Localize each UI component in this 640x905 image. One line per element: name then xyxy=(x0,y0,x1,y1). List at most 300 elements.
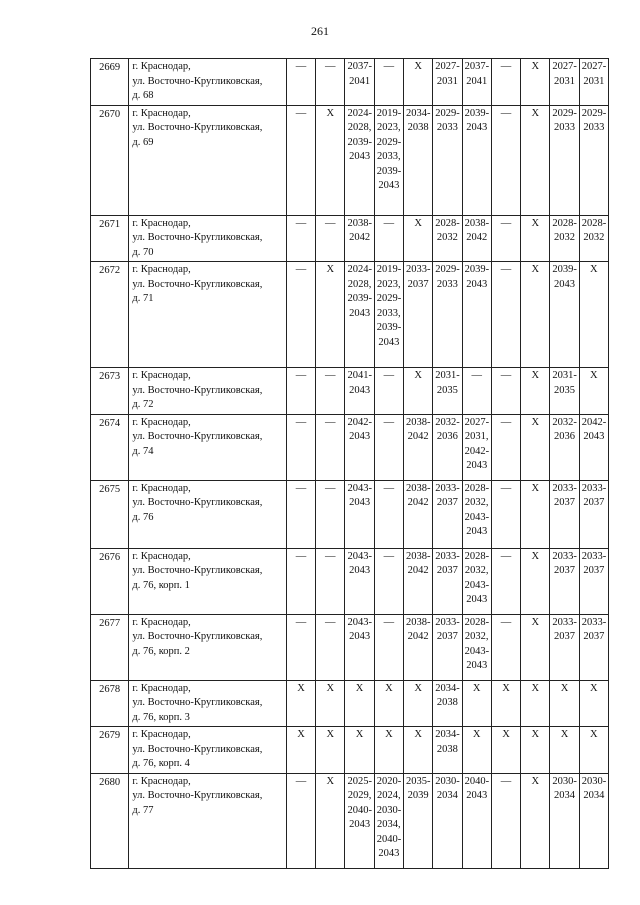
row-number: 2676 xyxy=(91,548,129,614)
work-period-cell xyxy=(521,480,550,548)
address-line: д. 76, корп. 4 xyxy=(132,758,190,769)
work-period-cell xyxy=(345,262,374,368)
work-period-cell xyxy=(404,105,433,215)
period-text: — xyxy=(295,264,307,275)
period-text: 2037 xyxy=(554,631,576,642)
period-text: 2034, xyxy=(377,819,401,830)
period-text: X xyxy=(531,616,540,628)
period-text: X xyxy=(385,729,393,740)
work-period-cell xyxy=(404,548,433,614)
address-line: ул. Восточно-Кругликовская, xyxy=(132,697,263,708)
period-text: 2043 xyxy=(378,336,400,348)
work-period-cell xyxy=(550,414,579,480)
period-text: — xyxy=(325,482,336,494)
period-text: 2024- xyxy=(347,264,372,275)
period-text: 2027- xyxy=(581,61,607,72)
work-period-cell xyxy=(345,614,374,680)
work-period-cell xyxy=(462,215,491,262)
period-text: 2043 xyxy=(466,460,488,471)
period-text: — xyxy=(383,217,395,229)
work-period-cell xyxy=(521,614,550,680)
row-number: 2680 xyxy=(91,773,129,868)
work-period-cell xyxy=(521,680,550,727)
period-text: 2028- xyxy=(464,550,490,562)
work-period-cell xyxy=(433,727,462,774)
period-text: 2043 xyxy=(466,594,488,605)
period-text: 2028- xyxy=(464,482,490,494)
period-text: 2030- xyxy=(552,775,577,787)
work-period-cell xyxy=(550,215,579,262)
work-period-cell xyxy=(550,773,579,868)
address-line: г. Краснодар, xyxy=(132,217,191,229)
work-period-cell xyxy=(550,680,579,727)
period-text: 2038- xyxy=(347,217,372,229)
work-period-cell xyxy=(286,548,315,614)
period-text: 2043- xyxy=(464,579,490,591)
period-text: X xyxy=(531,61,540,72)
address-line: г. Краснодар, xyxy=(132,775,191,787)
address-line: д. 72 xyxy=(132,399,154,410)
table-row xyxy=(91,105,609,215)
table-row xyxy=(91,59,609,106)
work-period-cell xyxy=(316,480,345,548)
table-row xyxy=(91,414,609,480)
work-period-cell xyxy=(550,368,579,415)
period-text: X xyxy=(472,729,481,740)
period-text: — xyxy=(295,217,307,229)
period-text: 2043- xyxy=(464,511,490,523)
period-text: 2042 xyxy=(466,232,488,243)
work-period-cell xyxy=(374,548,403,614)
period-text: 2019- xyxy=(376,264,402,275)
work-period-cell xyxy=(521,548,550,614)
work-period-cell xyxy=(404,614,433,680)
work-period-cell xyxy=(316,614,345,680)
period-text: 2037- xyxy=(347,61,372,72)
work-period-cell xyxy=(316,727,345,774)
work-period-cell xyxy=(579,680,608,727)
period-text: 2028, xyxy=(347,278,372,290)
work-period-cell xyxy=(579,480,608,548)
work-period-cell xyxy=(345,548,374,614)
period-text: 2032 xyxy=(436,232,458,243)
table-row xyxy=(91,262,609,368)
period-text: 2032, xyxy=(464,497,489,508)
work-period-cell xyxy=(316,368,345,415)
work-period-cell xyxy=(345,680,374,727)
period-text: X xyxy=(531,729,540,740)
work-period-cell xyxy=(286,414,315,480)
period-text: 2031- xyxy=(552,370,577,381)
work-period-cell xyxy=(491,680,520,727)
period-text: 2033- xyxy=(552,482,577,494)
work-period-cell xyxy=(374,105,403,215)
work-period-cell xyxy=(404,414,433,480)
page-number: 261 xyxy=(311,24,329,38)
table-row xyxy=(91,773,609,868)
period-text: X xyxy=(531,217,540,229)
period-text: 2027- xyxy=(435,61,460,72)
period-text: — xyxy=(500,416,512,428)
period-text: — xyxy=(500,775,512,787)
address-line: д. 76, корп. 1 xyxy=(132,579,190,591)
schedule-body xyxy=(91,59,609,869)
period-text: 2037 xyxy=(407,278,429,290)
period-text: — xyxy=(325,217,336,229)
address-cell xyxy=(129,680,287,727)
period-text: 2043- xyxy=(464,645,490,657)
period-text: X xyxy=(414,217,422,229)
period-text: 2043 xyxy=(378,180,400,191)
period-text: 2040- xyxy=(464,775,490,787)
period-text: 2042- xyxy=(581,416,607,428)
period-text: 2034- xyxy=(435,729,460,740)
period-text: X xyxy=(531,264,540,275)
row-number: 2677 xyxy=(91,614,129,680)
period-text: 2028- xyxy=(581,217,607,229)
period-text: 2032- xyxy=(435,416,460,428)
work-period-cell xyxy=(550,548,579,614)
period-text: 2035 xyxy=(554,384,576,396)
period-text: 2035 xyxy=(436,384,458,396)
period-text: 2027- xyxy=(464,416,490,428)
period-text: — xyxy=(500,107,512,119)
period-text: X xyxy=(414,682,422,694)
work-period-cell xyxy=(462,548,491,614)
period-text: 2033- xyxy=(435,616,460,628)
period-text: X xyxy=(590,370,598,381)
period-text: 2033, xyxy=(377,307,401,319)
work-period-cell xyxy=(433,262,462,368)
work-period-cell xyxy=(404,368,433,415)
period-text: — xyxy=(325,416,336,428)
address-cell xyxy=(129,548,287,614)
period-text: 2032- xyxy=(552,416,577,428)
period-text: 2042 xyxy=(407,565,429,576)
period-text: 2038- xyxy=(406,416,431,428)
work-period-cell xyxy=(491,773,520,868)
period-text: 2030- xyxy=(581,775,607,787)
period-text: 2043 xyxy=(466,278,488,290)
period-text: 2031 xyxy=(583,75,605,87)
work-period-cell xyxy=(462,680,491,727)
period-text: — xyxy=(383,482,395,494)
period-text: X xyxy=(531,775,540,787)
period-text: 2032, xyxy=(464,565,489,576)
work-period-cell xyxy=(550,262,579,368)
work-period-cell xyxy=(462,614,491,680)
work-period-cell xyxy=(286,680,315,727)
work-period-cell xyxy=(433,414,462,480)
period-text: — xyxy=(325,61,336,72)
work-period-cell xyxy=(286,614,315,680)
work-period-cell xyxy=(521,727,550,774)
period-text: 2029- xyxy=(581,107,607,119)
address-line: д. 76 xyxy=(132,511,154,523)
address-line: д. 69 xyxy=(132,136,154,148)
work-period-cell xyxy=(491,368,520,415)
work-period-cell xyxy=(286,215,315,262)
table-row xyxy=(91,548,609,614)
address-line: ул. Восточно-Кругликовская, xyxy=(132,122,263,133)
period-text: 2043- xyxy=(347,616,372,628)
work-period-cell xyxy=(433,105,462,215)
address-line: д. 71 xyxy=(132,293,154,304)
table-row xyxy=(91,480,609,548)
work-period-cell xyxy=(491,414,520,480)
period-text: 2043- xyxy=(347,550,372,562)
period-text: 2028- xyxy=(464,616,490,628)
work-period-cell xyxy=(404,59,433,106)
work-period-cell xyxy=(374,727,403,774)
period-text: — xyxy=(383,616,395,628)
work-period-cell xyxy=(286,773,315,868)
period-text: — xyxy=(500,482,512,494)
address-line: г. Краснодар, xyxy=(132,107,191,119)
address-line: ул. Восточно-Кругликовская, xyxy=(132,743,263,755)
period-text: 2037 xyxy=(583,631,605,642)
work-period-cell xyxy=(433,680,462,727)
work-period-cell xyxy=(579,414,608,480)
row-number: 2669 xyxy=(91,59,129,106)
period-text: 2038- xyxy=(406,482,431,494)
row-number: 2675 xyxy=(91,480,129,548)
period-text: 2038- xyxy=(406,550,431,562)
period-text: X xyxy=(355,682,364,694)
work-period-cell xyxy=(286,480,315,548)
address-line: г. Краснодар, xyxy=(132,616,191,628)
work-period-cell xyxy=(316,105,345,215)
work-period-cell xyxy=(345,215,374,262)
period-text: X xyxy=(414,729,422,740)
period-text: 2030- xyxy=(435,775,460,787)
period-text: 2038- xyxy=(406,616,431,628)
work-period-cell xyxy=(316,548,345,614)
period-text: — xyxy=(471,370,482,381)
work-period-cell xyxy=(521,262,550,368)
period-text: 2029- xyxy=(376,293,402,304)
period-text: 2037 xyxy=(583,497,605,508)
work-period-cell xyxy=(433,548,462,614)
period-text: X xyxy=(531,416,540,428)
work-period-cell xyxy=(550,614,579,680)
period-text: — xyxy=(383,550,395,562)
period-text: — xyxy=(383,416,395,428)
period-text: 2032, xyxy=(464,631,489,642)
period-text: X xyxy=(355,729,364,740)
period-text: 2020- xyxy=(376,775,402,787)
period-text: 2043 xyxy=(349,565,371,576)
period-text: 2034- xyxy=(435,682,460,694)
period-text: 2029- xyxy=(435,107,460,119)
row-number: 2674 xyxy=(91,414,129,480)
period-text: X xyxy=(531,107,540,119)
period-text: 2024, xyxy=(377,790,401,801)
work-period-cell xyxy=(579,262,608,368)
address-cell xyxy=(129,727,287,774)
period-text: X xyxy=(531,482,540,494)
work-period-cell xyxy=(286,262,315,368)
work-period-cell xyxy=(316,59,345,106)
period-text: 2042 xyxy=(407,631,429,642)
period-text: 2033 xyxy=(436,122,458,133)
period-text: 2034- xyxy=(406,107,431,119)
work-period-cell xyxy=(345,727,374,774)
period-text: — xyxy=(500,616,512,628)
work-period-cell xyxy=(462,727,491,774)
work-period-cell xyxy=(286,368,315,415)
period-text: 2034 xyxy=(583,790,605,801)
period-text: X xyxy=(326,264,335,275)
row-number: 2678 xyxy=(91,680,129,727)
period-text: X xyxy=(414,370,422,381)
address-cell xyxy=(129,614,287,680)
work-period-cell xyxy=(374,414,403,480)
work-period-cell xyxy=(579,368,608,415)
period-text: 2029- xyxy=(376,136,402,148)
period-text: X xyxy=(502,729,510,740)
work-period-cell xyxy=(579,773,608,868)
table-row xyxy=(91,368,609,415)
work-period-cell xyxy=(579,548,608,614)
work-period-cell xyxy=(404,773,433,868)
table-row xyxy=(91,680,609,727)
repair-schedule-table xyxy=(90,58,609,869)
work-period-cell xyxy=(316,215,345,262)
period-text: X xyxy=(560,682,569,694)
work-period-cell xyxy=(286,727,315,774)
address-line: д. 76, корп. 2 xyxy=(132,645,190,657)
address-line: ул. Восточно-Кругликовская, xyxy=(132,565,263,576)
period-text: 2031- xyxy=(435,370,460,381)
period-text: 2028- xyxy=(552,217,577,229)
period-text: 2033- xyxy=(435,550,460,562)
work-period-cell xyxy=(579,614,608,680)
period-text: — xyxy=(295,482,307,494)
period-text: 2042- xyxy=(347,416,372,428)
period-text: 2023, xyxy=(377,122,401,133)
work-period-cell xyxy=(345,105,374,215)
address-line: г. Краснодар, xyxy=(132,370,191,381)
work-period-cell xyxy=(491,548,520,614)
period-text: 2023, xyxy=(377,278,401,290)
period-text: 2042- xyxy=(464,445,490,457)
address-line: ул. Восточно-Кругликовская, xyxy=(132,278,263,290)
period-text: 2032 xyxy=(554,232,576,243)
period-text: — xyxy=(325,370,336,381)
period-text: X xyxy=(590,729,598,740)
address-cell xyxy=(129,773,287,868)
period-text: 2029- xyxy=(552,107,577,119)
work-period-cell xyxy=(374,262,403,368)
period-text: — xyxy=(295,107,307,119)
period-text: 2034 xyxy=(554,790,576,801)
work-period-cell xyxy=(491,727,520,774)
work-period-cell xyxy=(579,105,608,215)
period-text: 2043 xyxy=(349,384,371,396)
period-text: 2039- xyxy=(464,107,490,119)
work-period-cell xyxy=(491,105,520,215)
work-period-cell xyxy=(433,59,462,106)
period-text: 2039 xyxy=(407,790,429,801)
work-period-cell xyxy=(521,215,550,262)
period-text: 2033- xyxy=(552,616,577,628)
period-text: X xyxy=(531,370,540,381)
table-row xyxy=(91,727,609,774)
table-row xyxy=(91,215,609,262)
work-period-cell xyxy=(286,59,315,106)
work-period-cell xyxy=(521,773,550,868)
work-period-cell xyxy=(433,614,462,680)
period-text: 2043 xyxy=(349,307,371,319)
work-period-cell xyxy=(462,773,491,868)
address-line: д. 77 xyxy=(132,804,154,816)
period-text: X xyxy=(414,61,422,72)
period-text: — xyxy=(295,775,307,787)
period-text: 2039- xyxy=(464,264,490,275)
work-period-cell xyxy=(345,368,374,415)
period-text: — xyxy=(295,61,307,72)
period-text: 2038 xyxy=(436,743,458,755)
address-line: ул. Восточно-Кругликовская, xyxy=(132,790,263,801)
period-text: 2039- xyxy=(376,322,402,333)
work-period-cell xyxy=(550,59,579,106)
period-text: — xyxy=(295,550,307,562)
address-line: ул. Восточно-Кругликовская, xyxy=(132,232,263,243)
period-text: 2036 xyxy=(436,431,458,442)
work-period-cell xyxy=(462,262,491,368)
period-text: 2038- xyxy=(464,217,490,229)
work-period-cell xyxy=(404,727,433,774)
period-text: 2039- xyxy=(347,136,372,148)
work-period-cell xyxy=(462,368,491,415)
work-period-cell xyxy=(374,480,403,548)
period-text: 2037 xyxy=(554,565,576,576)
address-line: г. Краснодар, xyxy=(132,416,191,428)
work-period-cell xyxy=(404,480,433,548)
period-text: — xyxy=(295,370,307,381)
address-line: г. Краснодар, xyxy=(132,264,191,275)
work-period-cell xyxy=(550,727,579,774)
period-text: X xyxy=(531,682,540,694)
period-text: — xyxy=(500,550,512,562)
period-text: 2043- xyxy=(347,482,372,494)
work-period-cell xyxy=(491,480,520,548)
address-line: г. Краснодар, xyxy=(132,550,191,562)
address-cell xyxy=(129,480,287,548)
work-period-cell xyxy=(286,105,315,215)
address-line: д. 76, корп. 3 xyxy=(132,711,190,723)
work-period-cell xyxy=(550,480,579,548)
address-line: ул. Восточно-Кругликовская, xyxy=(132,384,263,396)
work-period-cell xyxy=(345,59,374,106)
period-text: X xyxy=(502,682,510,694)
period-text: X xyxy=(297,729,305,740)
period-text: — xyxy=(325,616,336,628)
period-text: 2036 xyxy=(554,431,576,442)
work-period-cell xyxy=(462,59,491,106)
period-text: X xyxy=(560,729,569,740)
period-text: — xyxy=(383,61,395,72)
address-cell xyxy=(129,59,287,106)
period-text: X xyxy=(326,107,335,119)
address-line: ул. Восточно-Кругликовская, xyxy=(132,631,263,642)
period-text: 2042 xyxy=(407,431,429,442)
work-period-cell xyxy=(433,773,462,868)
period-text: 2030- xyxy=(376,804,402,816)
period-text: — xyxy=(500,264,512,275)
address-line: г. Краснодар, xyxy=(132,682,191,694)
